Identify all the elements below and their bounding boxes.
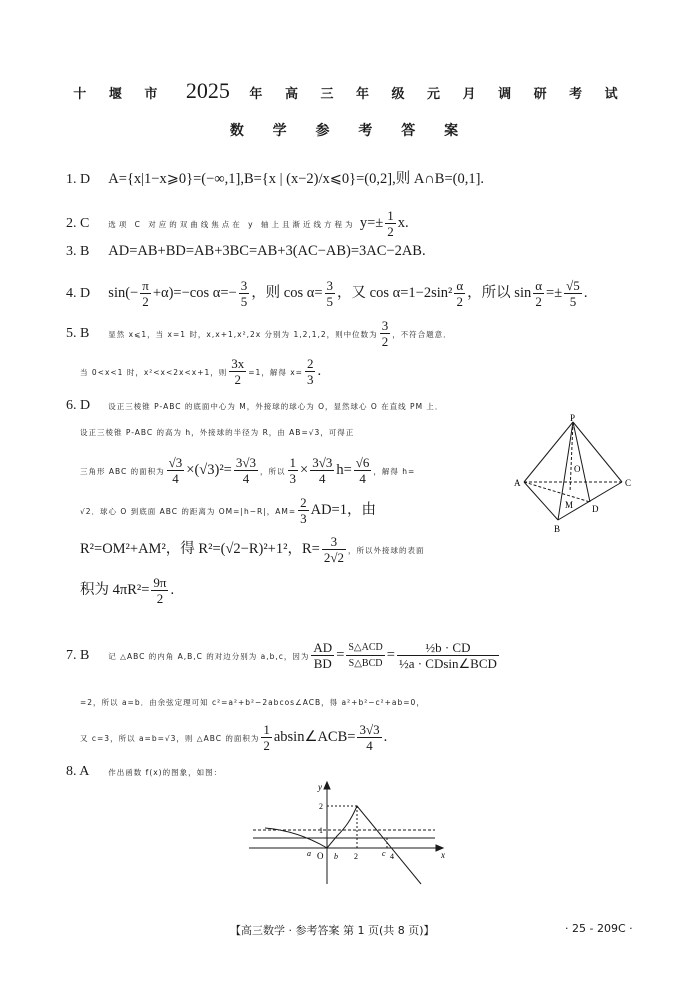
label-o: O [574, 464, 581, 474]
fraction: $\frac{3}{5}$ [326, 278, 334, 309]
title-exam: 年 高 三 年 级 元 月 调 研 考 试 [249, 87, 627, 102]
answer-7 [66, 640, 501, 671]
answer-note: =1，解得 x= [248, 368, 303, 377]
label-origin: O [317, 851, 324, 861]
answer-math: . [583, 285, 588, 301]
fraction: $\frac{3√3}{4}$ [312, 455, 333, 486]
answer-note: 又 c=3，所以 a=b=√3，则 △ABC 的面积为 [80, 734, 260, 743]
page-title [0, 78, 700, 104]
answer-math: . [317, 363, 322, 379]
answer-math: ，则 cos α= [251, 285, 323, 301]
label-d: D [592, 504, 599, 514]
answer-6-line3 [80, 455, 415, 486]
fraction: $\frac{3x}{2}$ [231, 356, 245, 387]
label-a: A [514, 478, 521, 488]
label-y: y [318, 782, 322, 792]
answer-note: 选项 C 对应的双曲线焦点在 y 轴上且渐近线方程为 [108, 220, 356, 229]
answer-note: ，解得 h= [373, 467, 416, 476]
label-m: M [565, 500, 574, 510]
answer-math: ，所以 sin [467, 285, 532, 301]
answer-note: √2．球心 O 到底面 ABC 的距离为 OM=|h−R|，AM= [80, 507, 297, 516]
page-footer: 【高三数学 · 参考答案 第 1 页(共 8 页)】 [230, 924, 435, 937]
answer-text: AD=AB+BD=AB+3BC=AB+3(AC−AB)=3AC−2AB. [108, 243, 426, 259]
answer-math: × [300, 462, 309, 478]
answer-number: 6. D [66, 398, 91, 413]
answer-number: 8. A [66, 764, 90, 779]
answer-math: y=± [359, 215, 384, 231]
fraction: $\frac{3√3}{4}$ [359, 722, 380, 753]
fraction: $\frac{1}{2}$ [263, 722, 270, 753]
label-c: C [625, 478, 632, 488]
fraction: $\frac{3}{2√2}$ [323, 534, 344, 565]
answer-6-line6 [80, 575, 174, 606]
answer-math: 积为 4πR²= [80, 582, 150, 598]
answer-math: ，又 cos α=1−2sin² [337, 285, 453, 301]
label-y1: 1 [319, 826, 323, 835]
answer-1 [66, 168, 484, 191]
fraction: $\frac{\text{S△ACD}}{\text{S△BCD}}$ [348, 642, 383, 669]
answer-7-line2 [80, 690, 425, 714]
answer-8 [66, 760, 222, 784]
line-pd [573, 422, 590, 502]
fraction: $\frac{3}{2}$ [381, 318, 389, 349]
answer-number: 1. D [66, 172, 91, 187]
fraction: $\frac{√6}{4}$ [355, 455, 370, 486]
fraction: $\frac{√5}{5}$ [566, 278, 580, 309]
answer-4 [66, 278, 587, 309]
fraction: $\frac{9\pi}{2}$ [153, 575, 167, 606]
answer-3 [66, 240, 426, 263]
answer-note: 设正三棱锥 P-ABC 的高为 h，外接球的半径为 R，由 AB=√3，可得正 [80, 428, 355, 437]
answer-number: 4. D [66, 286, 91, 301]
answer-note: ，所以 [260, 467, 286, 476]
answer-note: =2，所以 a=b．由余弦定理可知 c²=a²+b²−2abcos∠ACB，得 a²+b²−c²+ab=0， [80, 698, 425, 707]
answer-6-line4 [80, 495, 376, 526]
function-curve [265, 806, 421, 884]
median-ad [524, 482, 590, 502]
answer-math: sin(− [108, 285, 139, 301]
label-p: P [570, 413, 576, 423]
answer-note: ，不符合题意． [392, 330, 452, 339]
fraction: $\frac{3}{5}$ [240, 278, 248, 309]
answer-note: ，所以外接球的表面 [347, 546, 425, 555]
fraction: $\frac{1}{3}$ [289, 455, 297, 486]
fraction: $\frac{\pi}{2}$ [142, 278, 149, 309]
answer-5 [66, 318, 452, 349]
answer-note: 设正三棱锥 P-ABC 的底面中心为 M，外接球的球心为 O，显然球心 O 在直线 PM 上． [108, 402, 444, 411]
label-b: b [334, 852, 338, 861]
answer-note: 当 0<x<1 时，x²<x<2x<x+1，则 [80, 368, 228, 377]
answer-math: x. [397, 215, 409, 231]
answer-math: =± [546, 285, 563, 301]
answer-6-line5 [80, 534, 424, 565]
title-city: 十 堰 市 [73, 87, 167, 102]
answer-note: 三角形 ABC 的面积为 [80, 467, 165, 476]
function-graph [245, 780, 455, 890]
fraction: $\frac{AD}{BD}$ [313, 640, 333, 671]
pyramid-figure [510, 412, 640, 537]
answer-math: = [386, 647, 395, 663]
answer-math: AD=1，由 [310, 502, 376, 518]
answer-math: absin∠ACB= [273, 729, 356, 745]
fraction: $\frac{\text{½b · CD}}{\text{½a · CDsin∠BCD}}$ [398, 640, 497, 671]
answer-math: . [170, 582, 175, 598]
answer-2 [66, 208, 409, 239]
label-b: B [554, 524, 561, 534]
answer-math: ×(√3)²= [186, 462, 232, 478]
answer-5-continued [80, 356, 321, 387]
page-subtitle: 数 学 参 考 答 案 [229, 123, 471, 139]
title-year: 2025 [185, 78, 230, 103]
answer-number: 7. B [66, 648, 90, 663]
fraction: $\frac{1}{2}$ [387, 208, 394, 239]
answer-math: . [383, 729, 388, 745]
answer-math: +α)=−cos α=− [152, 285, 237, 301]
fraction: $\frac{\alpha}{2}$ [535, 278, 543, 309]
document-code: · 25 - 209C · [565, 922, 633, 935]
answer-math: = [336, 647, 345, 663]
answer-note: 显然 x⩽1，当 x=1 时，x,x+1,x²,2x 分别为 1,2,1,2，则中位数为 [108, 330, 378, 339]
answer-6-line2 [80, 420, 354, 444]
fraction: $\frac{3√3}{4}$ [235, 455, 257, 486]
label-x: x [441, 850, 445, 860]
answer-text: A={x|1−x⩾0}=(−∞,1],B={x | (x−2)/x⩽0}=(0,2],则 A∩B=(0,1]. [108, 171, 485, 187]
fraction: $\frac{2}{3}$ [300, 495, 307, 526]
fraction: $\frac{√3}{4}$ [168, 455, 183, 486]
edge-ab [524, 482, 558, 520]
label-x2: 2 [354, 852, 358, 861]
fraction: $\frac{\alpha}{2}$ [456, 278, 464, 309]
answer-math: h= [336, 462, 352, 478]
label-x4: 4 [390, 852, 394, 861]
answer-number: 5. B [66, 326, 90, 341]
answer-number: 3. B [66, 244, 90, 259]
answer-note: 作出函数 f(x)的图象，如图： [108, 768, 223, 777]
answer-number: 2. C [66, 216, 90, 231]
answer-math: R²=OM²+AM²，得 R²=(√2−R)²+1²，R= [80, 541, 320, 557]
label-a: a [307, 849, 311, 858]
answer-7-line3 [80, 722, 387, 753]
fraction: $\frac{2}{3}$ [306, 356, 314, 387]
answer-6 [66, 394, 443, 418]
y-axis-arrow [324, 782, 330, 789]
label-c: c [382, 849, 386, 858]
answer-note: 记 △ABC 的内角 A,B,C 的对边分别为 a,b,c，因为 [108, 652, 310, 661]
label-y2: 2 [319, 802, 323, 811]
